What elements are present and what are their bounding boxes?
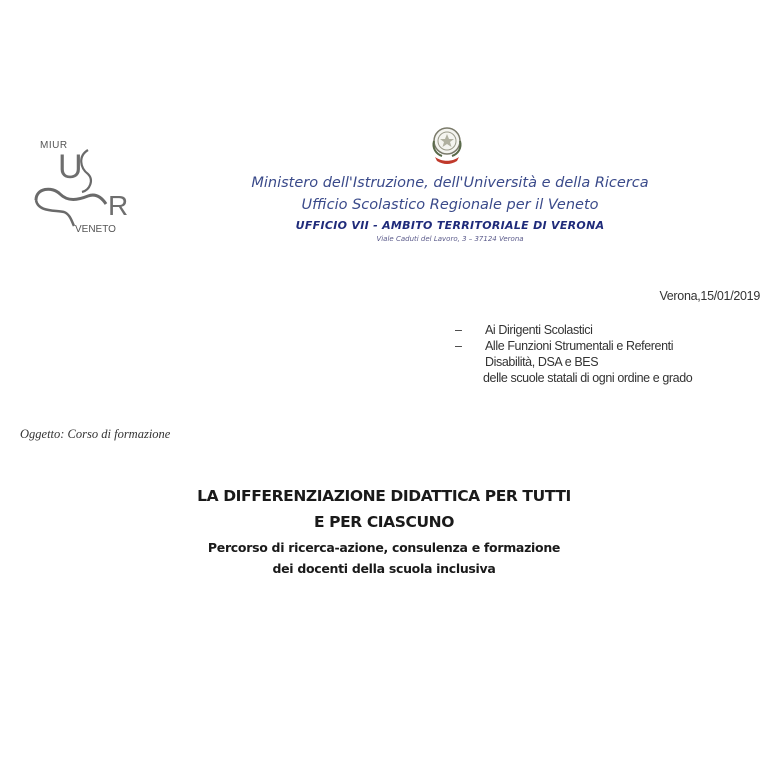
recipient-text: Alle Funzioni Strumentali e Referenti [485,339,674,353]
title-line-2: E PER CIASCUNO [313,513,455,531]
office-address: Viale Caduti del Lavoro, 3 – 37124 Verona [376,235,524,243]
usr-snake-icon [30,138,140,238]
recipient-text: Ai Dirigenti Scolastici [485,323,593,337]
logo-miur-label: MIUR [40,140,68,151]
logo-letter-r: R [108,190,129,221]
recipients-list [455,322,765,386]
place-date: Verona,15/01/2019 [659,289,760,303]
recipient-item [455,338,765,354]
italian-republic-emblem-icon [430,126,464,168]
recipients-tail: delle scuole statali di ogni ordine e grado [483,371,693,385]
subtitle-line-2: dei docenti della scuola inclusiva [272,561,496,576]
logo-veneto-label: VENETO [75,224,116,235]
regional-office-name: Ufficio Scolastico Regionale per il Veneto [301,197,599,213]
recipient-item [455,322,765,338]
subject-line: Oggetto: Corso di formazione [20,427,171,441]
logo-letter-u: U [58,148,83,186]
territorial-office-name: UFFICIO VII - AMBITO TERRITORIALE DI VERONA [295,219,605,232]
recipient-continuation: Disabilità, DSA e BES [485,355,599,369]
ministry-name: Ministero dell'Istruzione, dell'Università e della Ricerca [251,175,649,191]
dash-bullet: – [455,323,462,337]
subtitle-line-1: Percorso di ricerca-azione, consulenza e formazione [207,540,561,555]
title-line-1: LA DIFFERENZIAZIONE DIDATTICA PER TUTTI [197,487,571,505]
usr-veneto-logo [30,138,140,238]
dash-bullet: – [455,339,462,353]
